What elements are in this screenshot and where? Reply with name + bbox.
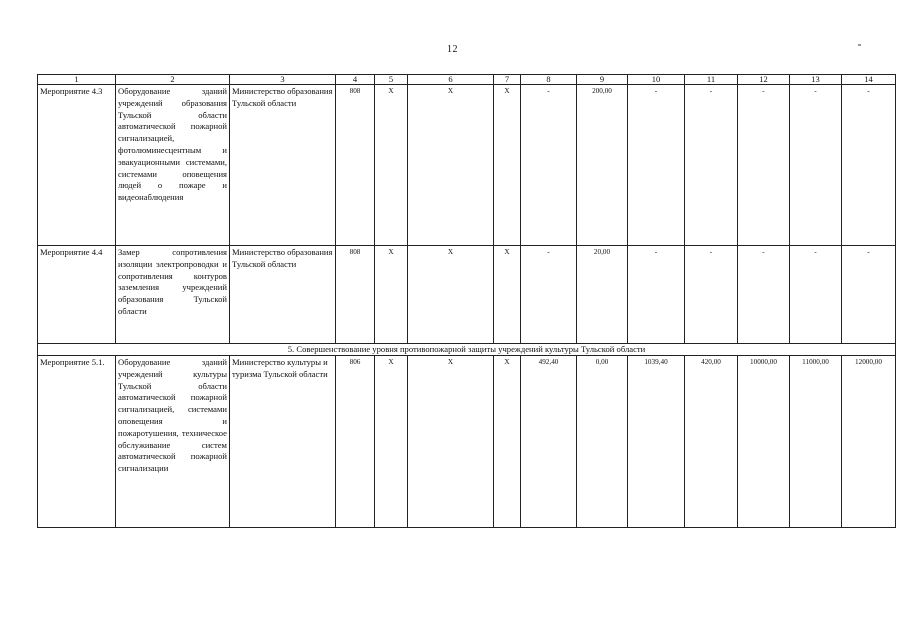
cell-col9: 20,00 xyxy=(577,246,628,344)
page-number: 12 xyxy=(447,44,458,55)
cell-col12: 10000,00 xyxy=(738,356,790,528)
header-cell: 2 xyxy=(116,75,230,85)
cell-col10: - xyxy=(628,246,685,344)
cell-col12: - xyxy=(738,85,790,246)
cell-col7: Х xyxy=(494,246,521,344)
cell-col13: - xyxy=(790,85,842,246)
cell-col6: Х xyxy=(408,246,494,344)
budget-code: 806 xyxy=(336,356,375,528)
activity-description: Замер сопротивления изоляции электропроводки и сопротивления контуров заземления учреждений образования Тульской области xyxy=(116,246,230,344)
activity-description: Оборудование зданий учреждений культуры Тульской области автоматической пожарной сигнализацией, системами оповещения и пожаротушения, техническое обслуживание систем автоматической пожарной сигнализации xyxy=(116,356,230,528)
header-cell: 10 xyxy=(628,75,685,85)
cell-col8: - xyxy=(521,246,577,344)
cell-col10: 1039,40 xyxy=(628,356,685,528)
cell-col12: - xyxy=(738,246,790,344)
program-activities-table xyxy=(37,74,896,528)
cell-col8: - xyxy=(521,85,577,246)
table-row xyxy=(38,85,896,246)
header-cell: 12 xyxy=(738,75,790,85)
cell-col7: Х xyxy=(494,356,521,528)
cell-col14: - xyxy=(842,85,896,246)
cell-col11: - xyxy=(685,85,738,246)
activity-id: Мероприятие 4.3 xyxy=(38,85,116,246)
section-title: 5. Совершенствование уровня противопожарной защиты учреждений культуры Тульской области xyxy=(38,344,896,356)
cell-col14: - xyxy=(842,246,896,344)
cell-col5: Х xyxy=(375,356,408,528)
cell-col9: 0,00 xyxy=(577,356,628,528)
section-row xyxy=(38,344,896,356)
header-cell: 6 xyxy=(408,75,494,85)
column-number-row xyxy=(38,75,896,85)
cell-col9: 200,00 xyxy=(577,85,628,246)
cell-col14: 12000,00 xyxy=(842,356,896,528)
header-cell: 1 xyxy=(38,75,116,85)
table-row xyxy=(38,356,896,528)
responsible-executor: Министерство образования Тульской области xyxy=(230,246,336,344)
header-cell: 14 xyxy=(842,75,896,85)
cell-col11: 420,00 xyxy=(685,356,738,528)
header-cell: 8 xyxy=(521,75,577,85)
budget-code: 808 xyxy=(336,246,375,344)
cell-col10: - xyxy=(628,85,685,246)
cell-col13: - xyxy=(790,246,842,344)
cell-col5: Х xyxy=(375,85,408,246)
cell-col8: 492,40 xyxy=(521,356,577,528)
header-cell: 9 xyxy=(577,75,628,85)
table-row xyxy=(38,246,896,344)
activity-description: Оборудование зданий учреждений образования Тульской области автоматической пожарной сигнализацией, фотолюминесцентным и эвакуационными системами, системами оповещения людей о пожаре и видеонаблюдения xyxy=(116,85,230,246)
responsible-executor: Министерство культуры и туризма Тульской области xyxy=(230,356,336,528)
responsible-executor: Министерство образования Тульской области xyxy=(230,85,336,246)
header-cell: 3 xyxy=(230,75,336,85)
scan-mark xyxy=(858,44,861,46)
header-cell: 5 xyxy=(375,75,408,85)
cell-col13: 11000,00 xyxy=(790,356,842,528)
header-cell: 7 xyxy=(494,75,521,85)
cell-col11: - xyxy=(685,246,738,344)
activity-id: Мероприятие 4.4 xyxy=(38,246,116,344)
header-cell: 11 xyxy=(685,75,738,85)
cell-col6: Х xyxy=(408,85,494,246)
cell-col5: Х xyxy=(375,246,408,344)
activity-id: Мероприятие 5.1. xyxy=(38,356,116,528)
cell-col7: Х xyxy=(494,85,521,246)
cell-col6: Х xyxy=(408,356,494,528)
budget-code: 808 xyxy=(336,85,375,246)
header-cell: 13 xyxy=(790,75,842,85)
header-cell: 4 xyxy=(336,75,375,85)
